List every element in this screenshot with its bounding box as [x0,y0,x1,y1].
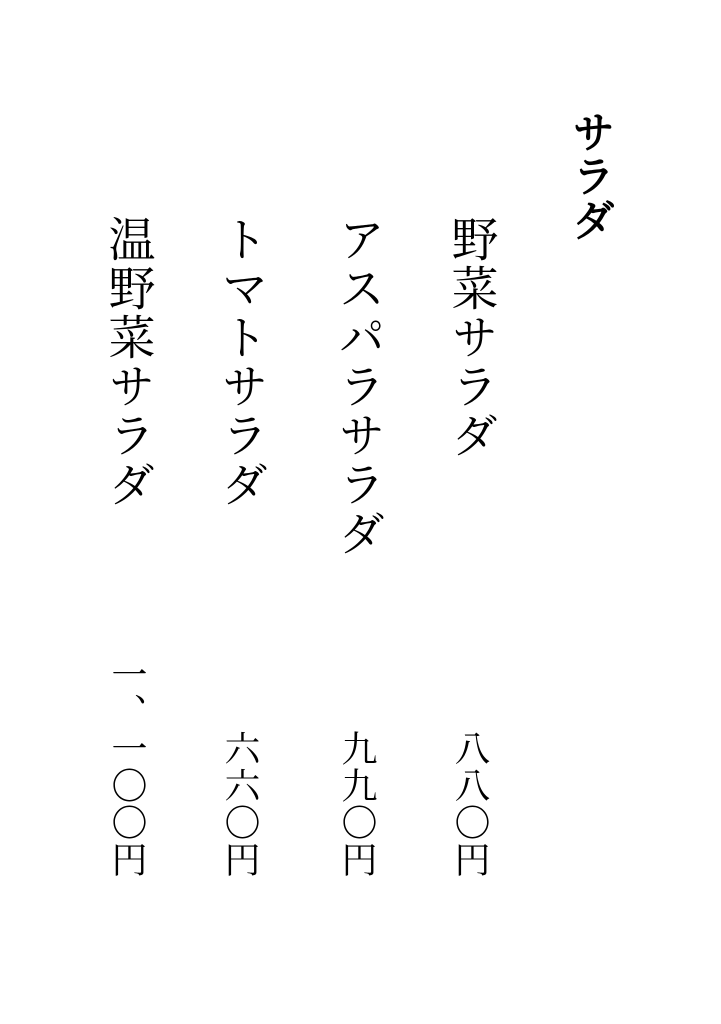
item-price: 九九〇円 [337,730,377,878]
menu-item [441,215,499,878]
item-name: 温野菜サラダ [101,215,154,509]
item-price: 六六〇円 [220,730,260,878]
item-name: トマトサラダ [214,215,267,509]
menu-title: サラダ [566,110,615,242]
menu-item [328,215,386,878]
item-name: 野菜サラダ [444,215,497,460]
item-name: アスパラサラダ [331,215,384,558]
menu-item [211,215,269,878]
item-price: 一、一〇〇円 [107,656,147,878]
item-price: 八八〇円 [450,730,490,878]
menu-item [98,215,156,878]
